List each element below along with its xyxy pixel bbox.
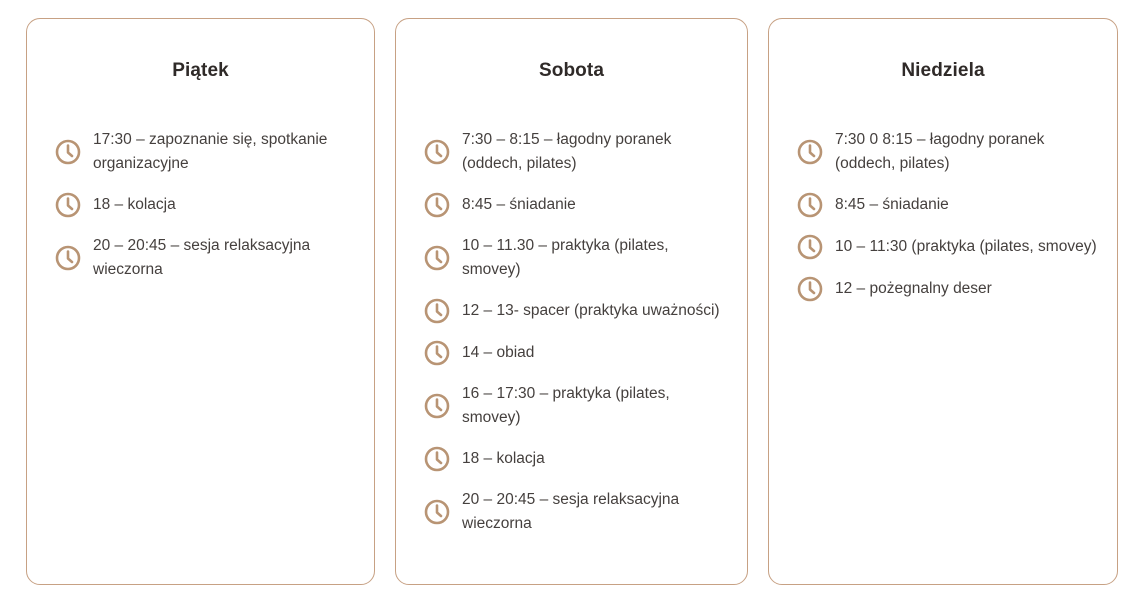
schedule-list [424, 128, 727, 552]
day-title: Sobota [539, 60, 604, 81]
schedule-item-text: 16 – 17:30 – praktyka (pilates, smovey) [462, 385, 670, 426]
schedule-item-text: 7:30 – 8:15 – łagodny poranek (oddech, pilates) [462, 131, 672, 172]
schedule-item [55, 192, 354, 218]
schedule-item [797, 276, 1097, 302]
schedule-item [424, 298, 727, 324]
schedule-item [424, 488, 727, 536]
schedule-item [55, 234, 354, 282]
schedule-item-text: 20 – 20:45 – sesja relaksacyjna wieczorna [462, 491, 680, 532]
schedule-item-text: 12 – 13- spacer (praktyka uważności) [462, 302, 720, 319]
schedule-item-text: 7:30 0 8:15 – łagodny poranek (oddech, pilates) [835, 131, 1045, 172]
clock-icon [55, 192, 81, 218]
schedule-item [797, 128, 1097, 176]
schedule-item [424, 340, 727, 366]
clock-icon [55, 245, 81, 271]
clock-icon [797, 234, 823, 260]
schedule-item [55, 128, 354, 176]
day-title: Niedziela [901, 60, 985, 81]
clock-icon [424, 139, 450, 165]
schedule-item-text: 8:45 – śniadanie [835, 196, 949, 213]
schedule-item [424, 446, 727, 472]
schedule-item [424, 192, 727, 218]
schedule-list [797, 128, 1097, 318]
schedule-item-text: 10 – 11.30 – praktyka (pilates, smovey) [462, 237, 669, 278]
clock-icon [424, 340, 450, 366]
clock-icon [797, 276, 823, 302]
day-card-saturday [395, 18, 748, 585]
schedule-item-text: 18 – kolacja [462, 450, 545, 467]
schedule-item [797, 192, 1097, 218]
clock-icon [424, 446, 450, 472]
schedule-item [797, 234, 1097, 260]
clock-icon [797, 139, 823, 165]
schedule-item-text: 10 – 11:30 (praktyka (pilates, smovey) [835, 238, 1097, 255]
schedule-item-text: 12 – pożegnalny deser [835, 280, 992, 297]
day-title: Piątek [172, 60, 229, 81]
schedule-item [424, 382, 727, 430]
schedule-item-text: 17:30 – zapoznanie się, spotkanie organizacyjne [93, 131, 328, 172]
schedule-item [424, 234, 727, 282]
schedule-list [55, 128, 354, 298]
clock-icon [55, 139, 81, 165]
clock-icon [424, 245, 450, 271]
clock-icon [424, 298, 450, 324]
day-card-friday [26, 18, 375, 585]
schedule-item [424, 128, 727, 176]
clock-icon [424, 192, 450, 218]
clock-icon [424, 393, 450, 419]
schedule-item-text: 18 – kolacja [93, 196, 176, 213]
clock-icon [797, 192, 823, 218]
clock-icon [424, 499, 450, 525]
schedule-item-text: 20 – 20:45 – sesja relaksacyjna wieczorna [93, 237, 311, 278]
schedule-item-text: 14 – obiad [462, 344, 535, 361]
day-card-sunday [768, 18, 1118, 585]
schedule-item-text: 8:45 – śniadanie [462, 196, 576, 213]
